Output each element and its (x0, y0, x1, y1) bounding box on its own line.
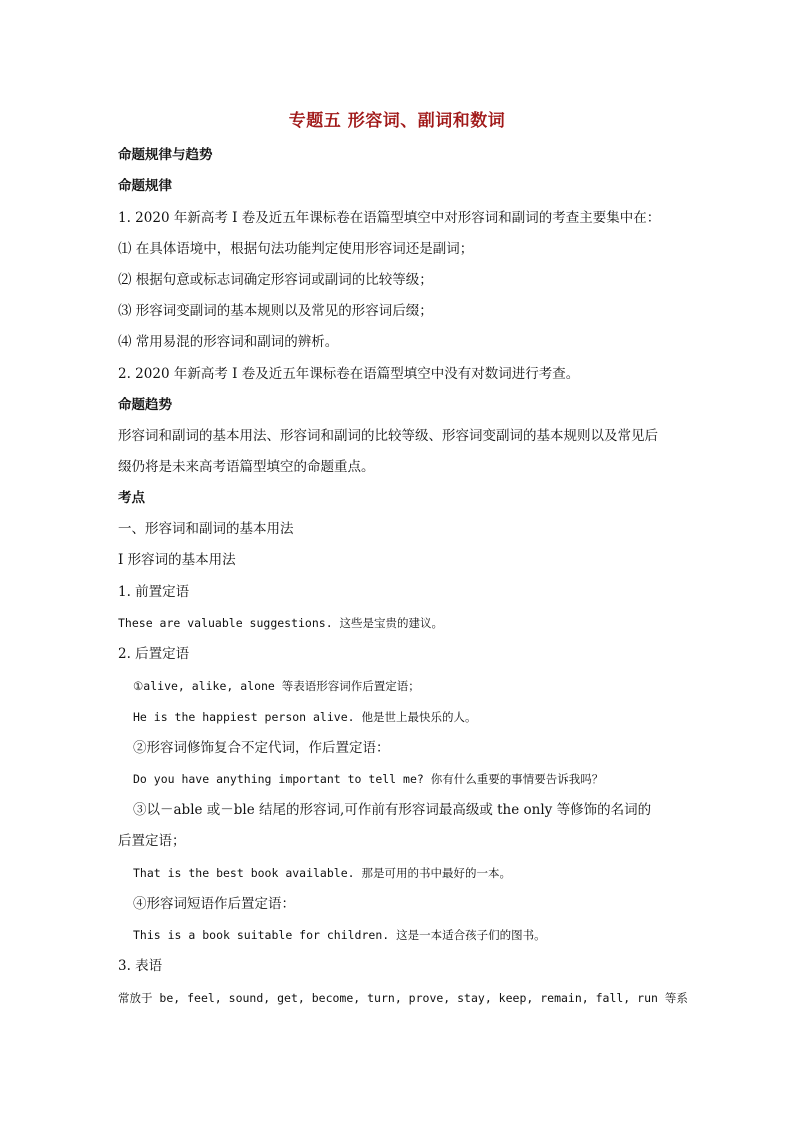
item-3-text: 常放于 be, feel, sound, get, become, turn, prove, stay, keep, remain, fall, run 等系 (118, 991, 688, 1005)
rule-1: 1. 2020 年新高考 I 卷及近五年课标卷在语篇型填空中对形容词和副词的考查主要集中在： (118, 210, 661, 226)
example-3: Do you have anything important to tell me? 你有什么重要的事情要告诉我吗？ (133, 772, 604, 786)
example-5: This is a book suitable for children. 这是一本适合孩子们的图书。 (133, 928, 546, 942)
subsection-1: Ⅰ 形容词的基本用法 (118, 552, 236, 568)
rule-1-b: ⑵ 根据句意或标志词确定形容词或副词的比较等级； (118, 272, 433, 288)
rule-1-d: ⑷ 常用易混的形容词和副词的辨析。 (118, 334, 339, 350)
note-4: ④形容词短语作后置定语： (133, 896, 295, 912)
item-2: 2. 后置定语 (118, 646, 190, 662)
note-3-line1: ③以－able 或－ble 结尾的形容词,可作前有形容词最高级或 the only 等修饰的名词的 (133, 802, 652, 818)
trend-text-line1: 形容词和副词的基本用法、形容词和副词的比较等级、形容词变副词的基本规则以及常见后 (118, 428, 658, 444)
example-2: He is the happiest person alive. 他是世上最快乐的人。 (133, 710, 477, 724)
rule-1-a: ⑴ 在具体语境中，根据句法功能判定使用形容词还是副词； (118, 241, 474, 257)
rule-2: 2. 2020 年新高考 I 卷及近五年课标卷在语篇型填空中没有对数词进行考查。 (118, 366, 580, 382)
rule-1-c: ⑶ 形容词变副词的基本规则以及常见的形容词后缀； (118, 303, 433, 319)
note-1: ①alive, alike, alone 等表语形容词作后置定语； (133, 679, 420, 693)
example-1: These are valuable suggestions. 这些是宝贵的建议。 (118, 616, 444, 630)
page-title: 专题五 形容词、副词和数词 (288, 111, 506, 131)
heading-points: 考点 (118, 490, 145, 506)
heading-rules-trends: 命题规律与趋势 (118, 147, 213, 163)
item-3: 3. 表语 (118, 958, 163, 974)
trend-text-line2: 缀仍将是未来高考语篇型填空的命题重点。 (118, 459, 375, 475)
example-4: That is the best book available. 那是可用的书中最好的一本。 (133, 866, 511, 880)
note-2: ②形容词修饰复合不定代词，作后置定语： (133, 740, 390, 756)
point-1: 一、形容词和副词的基本用法 (118, 521, 294, 537)
heading-rules: 命题规律 (118, 178, 172, 194)
note-3-line2: 后置定语； (118, 833, 186, 849)
item-1: 1. 前置定语 (118, 584, 190, 600)
heading-trends: 命题趋势 (118, 397, 172, 413)
